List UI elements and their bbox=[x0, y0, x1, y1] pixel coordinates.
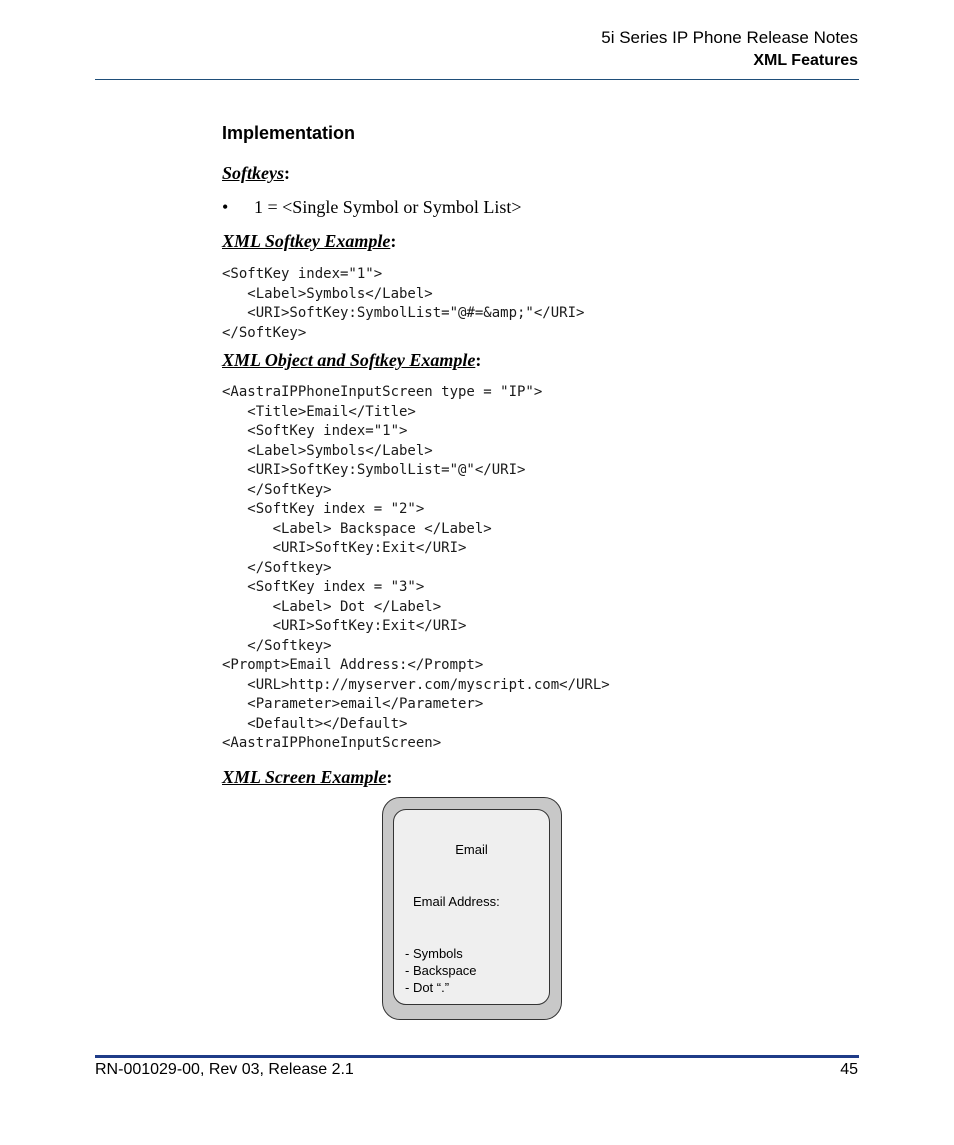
softkey-example-heading: XML Softkey Example: bbox=[222, 231, 397, 251]
softkey-example-code: <SoftKey index="1"> <Label>Symbols</Label> <URI>SoftKey:SymbolList="@#=&amp;"</URI> </SoftKey> bbox=[222, 266, 585, 341]
object-softkey-example-heading: XML Object and Softkey Example: bbox=[222, 350, 482, 370]
screen-softkey-list bbox=[405, 945, 477, 996]
footer-divider bbox=[95, 1055, 859, 1058]
softkey-example-heading-text: XML Softkey Example bbox=[222, 231, 391, 251]
object-softkey-example-heading-text: XML Object and Softkey Example bbox=[222, 350, 476, 370]
screen-example-heading: XML Screen Example: bbox=[222, 767, 393, 787]
phone-display bbox=[393, 809, 550, 1005]
screen-softkey-item: - Symbols bbox=[405, 946, 463, 961]
phone-screen-illustration bbox=[382, 797, 562, 1020]
softkeys-bullet-text: 1 = <Single Symbol or Symbol List> bbox=[254, 197, 522, 217]
header-divider bbox=[95, 79, 859, 80]
softkeys-heading: Softkeys: bbox=[222, 163, 290, 183]
object-softkey-example-code: <AastraIPPhoneInputScreen type = "IP"> <Title>Email</Title> <SoftKey index="1"> <Label>Symbols</Label> <URI>SoftKey:SymbolList="@"</URI> </SoftKey> <SoftKey index = "2"> <Label> Backspace </Label> <URI>SoftKey:Exit</URI> </Softkey> <SoftKey index = "3"> <Label> Dot </Label> <URI>SoftKey:Exit</URI> </Softkey> <Prompt>Email Address:</Prompt> <URL>http://myserver.com/myscript.com</URL> <Parameter>email</Parameter> <Default></Default> <AastraIPPhoneInputScreen> bbox=[222, 384, 610, 751]
softkeys-bullet bbox=[222, 197, 521, 218]
screen-softkey-item: - Dot “.” bbox=[405, 980, 450, 995]
screen-softkey-item: - Backspace bbox=[405, 963, 477, 978]
footer-doc-id: RN-001029-00, Rev 03, Release 2.1 bbox=[95, 1061, 354, 1078]
screen-prompt: Email Address: bbox=[413, 894, 500, 909]
screen-title: Email bbox=[455, 842, 488, 857]
running-header-section: XML Features bbox=[753, 52, 858, 69]
screen-example-heading-text: XML Screen Example bbox=[222, 767, 387, 787]
implementation-heading: Implementation bbox=[222, 123, 356, 143]
softkeys-heading-text: Softkeys bbox=[222, 163, 284, 183]
bullet-glyph: • bbox=[222, 197, 229, 217]
footer-page-number: 45 bbox=[840, 1061, 858, 1078]
running-header-title: 5i Series IP Phone Release Notes bbox=[601, 28, 858, 47]
